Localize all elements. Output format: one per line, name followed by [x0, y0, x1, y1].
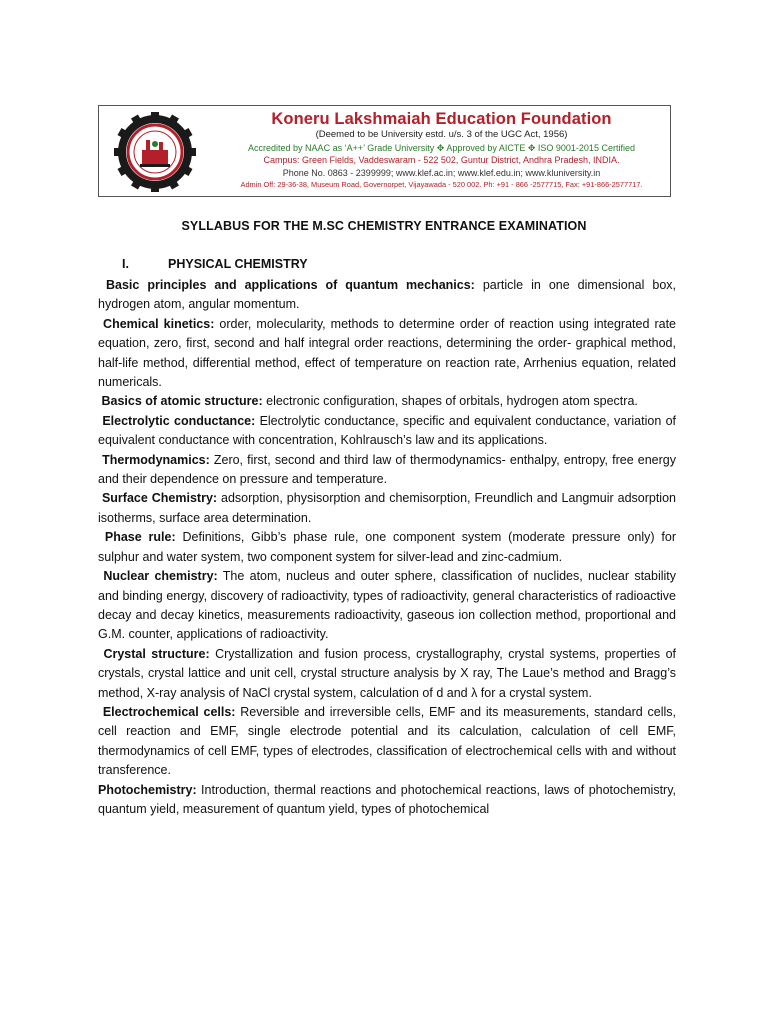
topic-description: The atom, nucleus and outer sphere, classification of nuclides, nuclear stability and binding energy, discovery of radioactivity, types of radioactivity, general characteristics of radioactive decay and decay kinetics, measurements radioactivity, gaseous ion collection method, proportional and G.M. counter, applications of radioactivity.	[98, 569, 677, 642]
topic-description: order, molecularity, methods to determine order of reaction using integrated rate equation, zero, first, second and half integral order reactions, determining the order- graphical method, half-life method, differential method, effect of temperature on reaction rate, Arrhenius equation, related numericals.	[98, 316, 676, 390]
document-heading: SYLLABUS FOR THE M.SC CHEMISTRY ENTRANCE EXAMINATION	[181, 219, 587, 233]
topic-title: Electrolytic conductance:	[102, 413, 256, 428]
topic-paragraph	[98, 645, 676, 703]
topic-paragraph	[98, 276, 676, 315]
topic-description: particle in one dimensional box, hydrogen atom, angular momentum.	[98, 278, 676, 312]
topic-description: Crystallization and fusion process, crystallography, crystal systems, properties of crystals, crystal lattice and unit cell, crystal structure analysis by X ray, The Laue’s method and Bragg’s method, X-ray analysis of NaCl crystal system, calculation of d and λ for a crystal system.	[98, 646, 676, 700]
topic-title: Basic principles and applications of quantum mechanics:	[106, 278, 475, 292]
topic-paragraph	[98, 528, 676, 567]
accreditation-line: Accredited by NAAC as ‘A++’ Grade University ✥ Approved by AICTE ✥ ISO 9001-2015 Certified	[248, 142, 635, 153]
university-logo-icon	[109, 112, 201, 192]
institution-name: Koneru Lakshmaiah Education Foundation	[271, 110, 612, 128]
topic-title: Phase rule:	[104, 530, 176, 545]
section-title: PHYSICAL CHEMISTRY	[168, 257, 308, 271]
topic-description: Introduction, thermal reactions and photochemical reactions, laws of photochemistry, quantum yield, measurement of quantum yield, types of photochemical	[98, 782, 676, 816]
contact-line: Phone No. 0863 - 2399999; www.klef.ac.in; www.klef.edu.in; www.kluniversity.in	[282, 167, 601, 178]
topic-title: Crystal structure:	[103, 646, 210, 661]
topic-title: Surface Chemistry:	[101, 491, 218, 506]
topic-paragraph	[98, 703, 676, 781]
institution-letterhead	[98, 105, 671, 197]
letterhead-text	[219, 110, 664, 192]
topic-description: Electrolytic conductance, specific and equivalent conductance, variation of equivalent conductance with concentration, Kohlrausch’s law and its applications.	[98, 413, 676, 448]
deemed-university-note: (Deemed to be University estd. u/s. 3 of the UGC Act, 1956)	[315, 129, 568, 140]
topic-list	[98, 276, 676, 819]
topic-title: Photochemistry:	[98, 782, 197, 797]
topic-description: Reversible and irreversible cells, EMF and its measurements, standard cells, cell reaction and EMF, single electrode potential and its calculation, calculation of cell EMF, thermodynamics of cell EMF, types of electrodes, classification of electrochemical cells with and without transference.	[98, 704, 676, 778]
topic-description: Zero, first, second and third law of thermodynamics- enthalpy, entropy, free energy and their dependence on pressure and temperature.	[98, 452, 676, 487]
topic-paragraph	[98, 315, 676, 393]
topic-paragraph	[98, 489, 676, 528]
topic-title: Basics of atomic structure:	[101, 394, 263, 409]
topic-paragraph	[98, 781, 676, 820]
section-number: I.	[122, 257, 129, 271]
admin-office-address: Admin Off: 29-36-38, Museum Road, Governorpet, Vijayawada - 520 002. Ph: +91 - 866 -2577715, Fax: +91-866-2577717.	[240, 180, 643, 189]
campus-address: Campus: Green Fields, Vaddeswaram - 522 502, Guntur District, Andhra Pradesh, INDIA.	[263, 155, 620, 165]
topic-paragraph	[98, 412, 676, 451]
topic-paragraph	[98, 392, 676, 411]
topic-title: Nuclear chemistry:	[103, 569, 218, 584]
topic-title: Chemical kinetics:	[103, 316, 215, 331]
topic-title: Thermodynamics:	[102, 452, 210, 467]
topic-paragraph	[98, 567, 676, 645]
topic-description: adsorption, physisorption and chemisorption, Freundlich and Langmuir adsorption isotherms, surface area determination.	[98, 491, 676, 525]
topic-description: electronic configuration, shapes of orbitals, hydrogen atom spectra.	[262, 394, 638, 409]
topic-paragraph	[98, 451, 676, 490]
topic-title: Electrochemical cells:	[102, 704, 236, 719]
topic-description: Definitions, Gibb’s phase rule, one component system (moderate pressure only) for sulphur and water system, two component system for silver-lead and zinc-cadmium.	[98, 530, 676, 564]
